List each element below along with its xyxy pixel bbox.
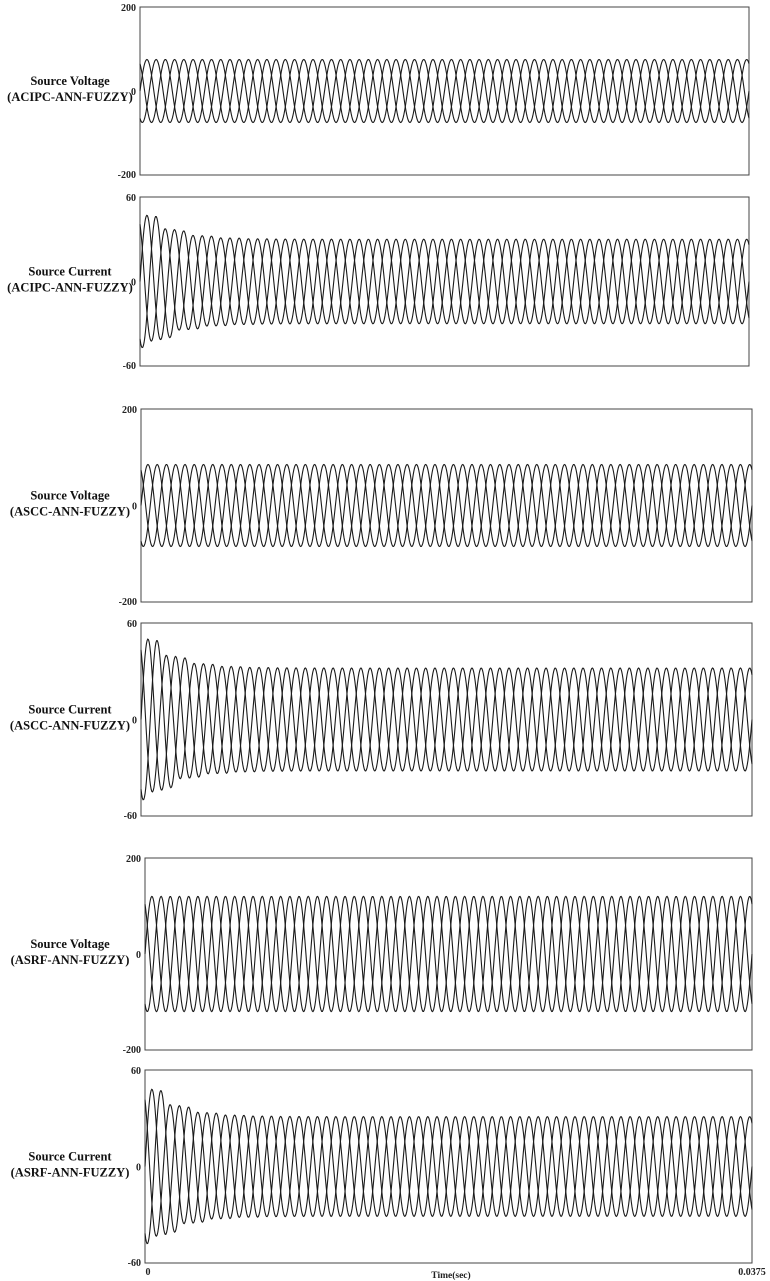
y-axis-label-line1: Source Current bbox=[28, 702, 112, 717]
y-tick-label: 60 bbox=[126, 193, 136, 204]
y-tick-label: 200 bbox=[126, 854, 141, 865]
y-axis-label-line2: (ASRF-ANN-FUZZY) bbox=[10, 1165, 130, 1180]
y-tick-label: 0 bbox=[136, 1162, 141, 1174]
y-axis-label-line2: (ASCC-ANN-FUZZY) bbox=[9, 718, 131, 733]
y-axis-label-line2: (ASCC-ANN-FUZZY) bbox=[9, 504, 131, 519]
x-tick-label: 0 bbox=[145, 1267, 151, 1278]
y-axis-label-line1: Source Voltage bbox=[30, 937, 110, 951]
y-tick-label: 60 bbox=[131, 1066, 141, 1077]
x-axis-label: Time(sec) bbox=[431, 1271, 471, 1281]
y-tick-label: 60 bbox=[127, 619, 137, 630]
y-tick-label: 0 bbox=[131, 277, 136, 289]
y-axis-label-line1: Source Voltage bbox=[30, 488, 110, 503]
y-tick-label: -200 bbox=[118, 597, 137, 608]
y-tick-label: 200 bbox=[122, 405, 137, 416]
y-axis-label-line2: (ACIPC-ANN-FUZZY) bbox=[7, 280, 133, 295]
y-tick-label: -200 bbox=[122, 1045, 141, 1056]
y-tick-label: -60 bbox=[127, 1258, 141, 1269]
y-axis-label-line2: (ACIPC-ANN-FUZZY) bbox=[7, 90, 133, 104]
y-tick-label: 200 bbox=[121, 3, 136, 14]
y-tick-label: 0 bbox=[136, 950, 141, 961]
y-tick-label: 0 bbox=[132, 501, 137, 513]
y-tick-label: 0 bbox=[131, 87, 136, 98]
y-tick-label: -60 bbox=[122, 361, 136, 372]
y-tick-label: -200 bbox=[117, 170, 136, 181]
y-axis-label-line1: Source Current bbox=[28, 1149, 112, 1164]
y-axis-label-line2: (ASRF-ANN-FUZZY) bbox=[10, 953, 130, 967]
y-tick-label: -60 bbox=[123, 811, 137, 822]
x-tick-label: 0.0375 bbox=[738, 1267, 766, 1278]
y-axis-label-line1: Source Current bbox=[28, 264, 112, 279]
y-axis-label-line1: Source Voltage bbox=[30, 74, 110, 88]
y-tick-label: 0 bbox=[132, 715, 137, 727]
